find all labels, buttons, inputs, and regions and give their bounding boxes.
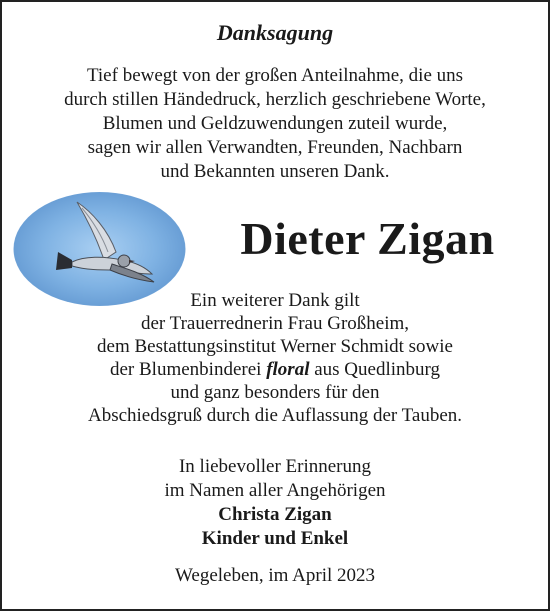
thanks-line: dem Bestattungsinstitut Werner Schmidt sowie <box>97 336 453 357</box>
thanks-text <box>0 289 550 427</box>
thanks-line: der Trauerrednerin Frau Großheim, <box>140 313 410 334</box>
thanks-line: Ein weiterer Dank gilt <box>190 290 360 311</box>
closing-text <box>0 455 550 551</box>
notice-heading: Danksagung <box>216 20 334 45</box>
signature-name: Christa Zigan <box>218 504 332 525</box>
intro-text <box>0 64 550 184</box>
thanks-line: und ganz besonders für den <box>170 382 380 403</box>
intro-line: sagen wir allen Verwandten, Freunden, Nachbarn <box>87 137 463 158</box>
signature-family: Kinder und Enkel <box>201 528 349 549</box>
thanks-line <box>0 358 550 381</box>
deceased-name: Dieter Zigan <box>240 213 495 264</box>
closing-line: im Namen aller Angehörigen <box>164 480 386 501</box>
intro-line: Tief bewegt von der großen Anteilnahme, die uns <box>86 65 464 86</box>
thanks-line: Abschiedsgruß durch die Auflassung der Tauben. <box>87 405 463 426</box>
thanks-line-pre: der Blumenbinderei <box>110 359 267 380</box>
place-date: Wegeleben, im April 2023 <box>174 565 376 586</box>
closing-line: In liebevoller Erinnerung <box>178 456 372 477</box>
intro-line: Blumen und Geldzuwendungen zuteil wurde, <box>102 113 448 134</box>
intro-line: durch stillen Händedruck, herzlich geschriebene Worte, <box>64 89 486 110</box>
florist-brand: floral <box>266 359 310 380</box>
intro-line: und Bekannten unseren Dank. <box>160 161 390 182</box>
thanks-line-post: aus Quedlinburg <box>309 359 440 380</box>
